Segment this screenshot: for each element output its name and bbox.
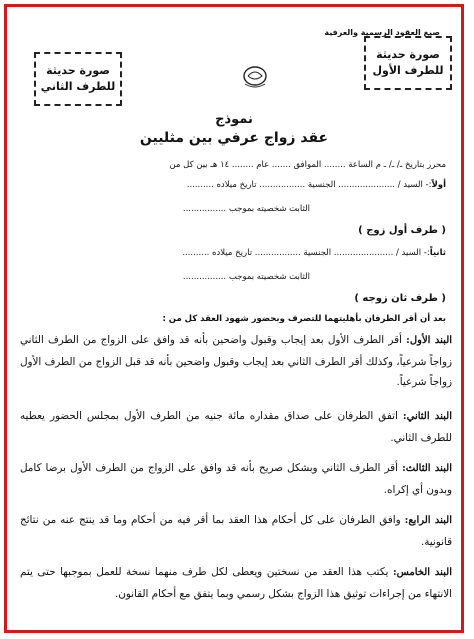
date-line: محرر بتاريخ ـ/ ـ/ ـ م الساعة ........ الموافق ....... عام ........ ١٤ هـ بين كل من	[169, 160, 446, 170]
seal-icon	[242, 64, 268, 88]
first-party-line	[187, 180, 446, 190]
clause-3	[20, 458, 452, 500]
first-party-id-line: الثابت شخصيته بموجب ................	[182, 204, 310, 214]
first-party-prefix: أولاً	[431, 180, 446, 190]
clause-3-label: البند الثالث:	[402, 463, 453, 474]
second-party-details: :- السيد / ...................... الجنسية ................. تاريخ ميلاده ..........	[182, 248, 430, 258]
clause-2-label: البند الثاني:	[402, 411, 453, 422]
clause-1-text: أقر الطرف الأول بعد إيجاب وقبول واضحين بأنه قد وافق على الزواج من الطرف الثاني زواجاً شرعياً، وكذلك أقر الطرف الثاني بعد إيجاب وقبول واضحين بأنه قد قبل الزواج من الطرف الأول زواجاً شرعياً.	[20, 334, 452, 388]
photo-box-second-party	[34, 52, 122, 106]
clause-5-label: البند الخامس:	[392, 567, 452, 578]
clause-5	[20, 562, 452, 604]
second-party-id-line: الثابت شخصيته بموجب ................	[182, 272, 310, 282]
photo-box-first-line1: صورة حديثة	[376, 48, 440, 61]
clause-2-text: اتفق الطرفان على صداق مقداره مائة جنيه من الطرف الأول بمجلس الحضور يعطيه للطرف الثاني.	[20, 410, 452, 444]
clause-1	[20, 330, 452, 393]
second-party-line	[182, 248, 446, 258]
clause-4-text: وافق الطرفان على كل أحكام هذا العقد بما أقر فيه من أحكام وما قد ينتج عنه من نتائج قانونية.	[20, 514, 452, 548]
clause-4-label: البند الرابع:	[404, 515, 452, 526]
clause-1-label: البند الأول:	[406, 335, 453, 346]
clause-3-text: أقر الطرف الثاني وبشكل صريح بأنه قد وافق على الزواج من الطرف الأول برضا كامل وبدون أي إكراه.	[20, 462, 452, 496]
second-party-role: ( طرف ثان زوجه )	[354, 293, 446, 304]
document-page	[8, 8, 460, 629]
photo-box-second-line1: صورة حديثة	[46, 64, 110, 77]
first-party-role: ( طرف أول زوج )	[358, 225, 446, 236]
clause-4	[20, 510, 452, 552]
photo-box-first-party	[364, 36, 452, 90]
clause-2	[20, 406, 452, 448]
top-note: صيغ العقود الرسمية والعرفية	[324, 28, 440, 37]
document-subtitle: نموذج	[215, 112, 253, 127]
agreement-statement: بعد أن أقر الطرفان بأهليتهما للتصرف وبحضور شهود العقد كل من :	[162, 314, 446, 324]
second-party-prefix: ثانياً	[429, 248, 446, 258]
first-party-details: :- السيد / ..................... الجنسية ................. تاريخ ميلاده ..........	[186, 180, 432, 190]
document-title: عقد زواج عرفي بين مثليين	[139, 130, 329, 146]
photo-box-second-line2: للطرف الثاني	[40, 80, 116, 93]
clause-5-text: يكتب هذا العقد من نسختين ويعطى لكل طرف منهما نسخة للعمل بموجبها حتى يتم الانتهاء من إجراءات توثيق هذا الزواج بشكل رسمي وبما يتفق مع أحكام القانون.	[20, 566, 452, 600]
photo-box-first-line2: للطرف الأول	[372, 64, 444, 77]
